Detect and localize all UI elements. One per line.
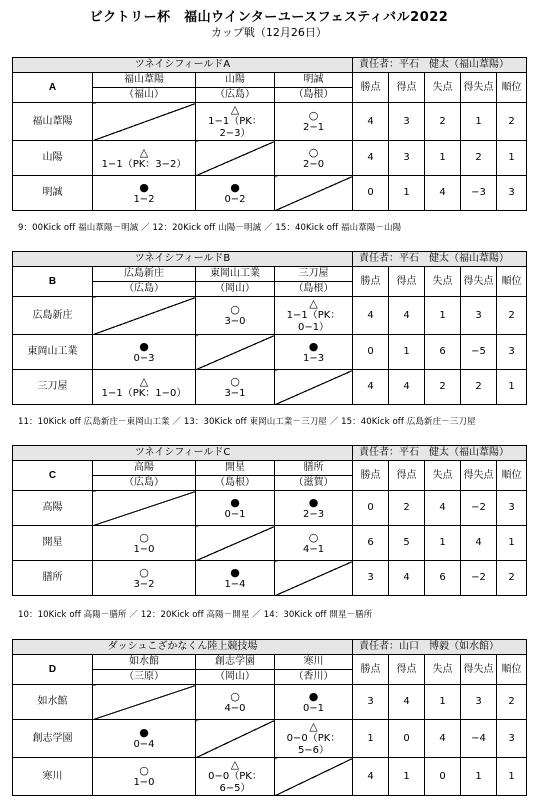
referee: 責任者：平石 健太（福山葦陽） [353, 58, 527, 73]
result-score: 2−1 [302, 122, 325, 133]
group-letter: C [13, 461, 93, 491]
group-b-block [12, 251, 526, 405]
result-cell [196, 370, 275, 405]
team-row [13, 526, 527, 561]
result-cell [93, 526, 196, 561]
result-mark: ○ [230, 689, 240, 703]
team-row [13, 685, 527, 720]
stat-value: 1 [425, 297, 461, 335]
stat-header: 順位 [497, 655, 527, 685]
column-team-pref: （広島） [196, 88, 275, 103]
stat-header: 得失点 [461, 461, 497, 491]
stat-value: 0 [353, 491, 389, 526]
column-team-pref: （島根） [275, 282, 353, 297]
field-name: ダッシュこざかなくん陸上競技場 [13, 640, 353, 655]
column-team-name: 膳所 [275, 461, 353, 476]
diagonal-cell [196, 141, 275, 176]
stat-value: 4 [425, 176, 461, 211]
result-cell [275, 526, 353, 561]
stat-value: 3 [497, 335, 527, 370]
column-team-name: 創志学園 [196, 655, 275, 670]
stat-header: 勝点 [353, 461, 389, 491]
column-team-name: 開星 [196, 461, 275, 476]
column-team-name: 広島新庄 [93, 267, 196, 282]
row-team-name: 開星 [13, 526, 93, 561]
result-score: 1−3 [302, 352, 325, 364]
result-cell [93, 141, 196, 176]
stat-value: 3 [461, 297, 497, 335]
stat-value: 1 [389, 335, 425, 370]
stat-value: 1 [425, 685, 461, 720]
result-cell [275, 685, 353, 720]
result-score: 0−4 [133, 739, 155, 750]
stat-value: 4 [389, 561, 425, 596]
team-row [13, 335, 527, 370]
team-row [13, 297, 527, 335]
stat-value: 2 [497, 685, 527, 720]
stat-value: 2 [461, 141, 497, 176]
result-cell [275, 297, 353, 335]
diagonal-cell [275, 370, 353, 405]
result-mark: △ [139, 374, 149, 388]
diagonal-cell [93, 297, 196, 335]
referee: 責任者：山口 博毅（如水館） [353, 640, 527, 655]
row-team-name: 福山葦陽 [13, 103, 93, 141]
stat-value: −4 [461, 720, 497, 758]
team-row [13, 758, 527, 796]
result-mark: ○ [308, 109, 319, 122]
result-cell [275, 103, 353, 141]
row-team-name: 寒川 [13, 758, 93, 796]
stat-value: 3 [497, 720, 527, 758]
stat-value: 3 [353, 561, 389, 596]
result-cell [196, 758, 275, 796]
diagonal-cell [93, 103, 196, 141]
result-mark: ● [139, 726, 149, 739]
result-mark: ● [230, 180, 240, 194]
group-a-block [12, 57, 526, 211]
diagonal-cell [275, 176, 353, 211]
stat-value: 3 [461, 685, 497, 720]
column-team-pref: （島根） [196, 476, 275, 491]
column-team-pref: （岡山） [196, 670, 275, 685]
stat-value: 2 [389, 491, 425, 526]
result-cell [196, 491, 275, 526]
field-name: ツネイシフィールドC [13, 446, 353, 461]
kickoff-schedule: 10：10Kick off 高陽－膳所 ／ 12：20Kick off 高陽－開星 ／ 14：30Kick off 開星－膳所 [18, 610, 373, 620]
stat-value: 5 [389, 526, 425, 561]
stat-value: 2 [497, 297, 527, 335]
kickoff-schedule: 11：10Kick off 広島新庄－東岡山工業 ／ 13：30Kick off 東岡山工業－三刀屋 ／ 15：40Kick off 広島新庄－三刀屋 [18, 417, 476, 427]
result-score: 1−1（PK：0−1） [286, 310, 341, 333]
column-team-name: 高陽 [93, 461, 196, 476]
result-score: 3−0 [224, 316, 246, 327]
stat-value: 2 [425, 103, 461, 141]
group-table [12, 639, 527, 796]
diagonal-cell [196, 526, 275, 561]
result-score: 0−3 [133, 352, 155, 364]
stat-value: 1 [497, 141, 527, 176]
row-team-name: 如水館 [13, 685, 93, 720]
row-team-name: 山陽 [13, 141, 93, 176]
stat-header: 得点 [389, 461, 425, 491]
result-score: 1−0 [133, 777, 155, 788]
result-score: 1−1（PK：3−2） [101, 158, 187, 170]
result-score: 0−0（PK：6−5） [208, 771, 262, 794]
result-mark: ○ [139, 530, 149, 544]
result-score: 2−3 [302, 508, 325, 520]
result-mark: △ [230, 103, 240, 116]
stat-value: 1 [461, 758, 497, 796]
column-team-pref: （香川） [275, 670, 353, 685]
result-cell [196, 297, 275, 335]
stat-value: 4 [353, 758, 389, 796]
row-team-name: 創志学園 [13, 720, 93, 758]
diagonal-cell [93, 685, 196, 720]
stat-header: 順位 [497, 267, 527, 297]
result-mark: ● [308, 689, 319, 703]
result-mark: ○ [230, 303, 240, 316]
diagonal-cell [196, 335, 275, 370]
stat-value: 1 [497, 758, 527, 796]
result-mark: ○ [308, 530, 319, 544]
diagonal-cell [93, 491, 196, 526]
stat-value: 4 [353, 297, 389, 335]
group-d-block [12, 639, 526, 796]
result-score: 0−0（PK：5−6） [286, 733, 341, 756]
stat-value: 1 [461, 103, 497, 141]
page-title: ビクトリー杯 福山ウインターユースフェスティバル2022 [89, 10, 449, 25]
stat-value: 4 [353, 370, 389, 405]
result-cell [196, 103, 275, 141]
stat-value: 4 [461, 526, 497, 561]
stat-value: 4 [353, 103, 389, 141]
kickoff-schedule: 9：00Kick off 福山葦陽－明誠 ／ 12：20Kick off 山陽－明誠 ／ 15：40Kick off 福山葦陽－山陽 [18, 223, 402, 233]
result-mark: ○ [308, 145, 319, 159]
result-cell [275, 491, 353, 526]
group-letter: A [13, 73, 93, 103]
row-team-name: 膳所 [13, 561, 93, 596]
team-row [13, 141, 527, 176]
result-score: 1−1（PK：2−3） [208, 116, 262, 139]
result-cell [93, 561, 196, 596]
stat-value: 0 [425, 758, 461, 796]
result-mark: △ [230, 758, 240, 771]
result-score: 4−1 [302, 543, 325, 555]
result-cell [196, 176, 275, 211]
stat-value: −2 [461, 491, 497, 526]
result-score: 1−0 [133, 543, 155, 555]
stat-value: 3 [497, 491, 527, 526]
column-team-pref: （三原） [93, 670, 196, 685]
field-name: ツネイシフィールドB [13, 252, 353, 267]
result-mark: ● [308, 339, 319, 353]
result-score: 3−2 [133, 578, 155, 590]
stat-value: 6 [425, 561, 461, 596]
group-letter: B [13, 267, 93, 297]
stat-header: 勝点 [353, 267, 389, 297]
result-score: 0−1 [224, 508, 246, 520]
stat-value: 2 [461, 370, 497, 405]
stat-value: 1 [389, 758, 425, 796]
result-cell [93, 758, 196, 796]
stat-value: 6 [425, 335, 461, 370]
row-team-name: 東岡山工業 [13, 335, 93, 370]
result-cell [93, 370, 196, 405]
stat-header: 失点 [425, 267, 461, 297]
result-mark: ○ [139, 764, 149, 777]
group-c-block [12, 445, 526, 596]
column-team-pref: （岡山） [196, 282, 275, 297]
stat-value: 0 [353, 335, 389, 370]
column-team-pref: （福山） [93, 88, 196, 103]
result-cell [196, 561, 275, 596]
group-table [12, 57, 527, 211]
result-score: 1−2 [133, 193, 155, 205]
result-cell [196, 685, 275, 720]
stat-header: 勝点 [353, 655, 389, 685]
column-team-name: 寒川 [275, 655, 353, 670]
stat-value: 4 [425, 491, 461, 526]
row-team-name: 広島新庄 [13, 297, 93, 335]
stat-value: 2 [497, 103, 527, 141]
result-score: 1−1（PK：1−0） [101, 387, 187, 399]
result-cell [275, 141, 353, 176]
stat-value: 6 [353, 526, 389, 561]
column-team-name: 明誠 [275, 73, 353, 88]
column-team-name: 三刀屋 [275, 267, 353, 282]
stat-value: 3 [353, 685, 389, 720]
field-name: ツネイシフィールドA [13, 58, 353, 73]
stat-header: 得失点 [461, 655, 497, 685]
stat-value: 4 [353, 141, 389, 176]
stat-value: 0 [389, 720, 425, 758]
stat-value: −3 [461, 176, 497, 211]
row-team-name: 高陽 [13, 491, 93, 526]
stat-value: 2 [497, 561, 527, 596]
stat-header: 得点 [389, 73, 425, 103]
stat-value: −5 [461, 335, 497, 370]
stat-value: 1 [497, 370, 527, 405]
result-mark: ○ [230, 374, 240, 388]
diagonal-cell [275, 758, 353, 796]
stat-value: 1 [425, 141, 461, 176]
referee: 責任者：平石 健太（福山葦陽） [353, 252, 527, 267]
referee: 責任者：平石 健太（福山葦陽） [353, 446, 527, 461]
group-letter: D [13, 655, 93, 685]
result-mark: △ [309, 720, 318, 733]
result-cell [93, 176, 196, 211]
team-row [13, 370, 527, 405]
stat-header: 得点 [389, 655, 425, 685]
result-mark: △ [139, 145, 149, 159]
stat-header: 順位 [497, 461, 527, 491]
stat-value: 4 [389, 370, 425, 405]
stat-value: 3 [389, 103, 425, 141]
stat-header: 勝点 [353, 73, 389, 103]
stat-value: 0 [353, 176, 389, 211]
stat-header: 失点 [425, 655, 461, 685]
result-mark: ● [308, 495, 319, 509]
result-mark: △ [309, 297, 318, 310]
result-score: 2−0 [302, 158, 325, 170]
result-cell [275, 720, 353, 758]
column-team-name: 福山葦陽 [93, 73, 196, 88]
result-score: 4−0 [224, 702, 246, 714]
column-team-pref: （島根） [275, 88, 353, 103]
group-table [12, 445, 527, 596]
page-subtitle: カップ戦（12月26日） [211, 26, 327, 39]
column-team-name: 如水館 [93, 655, 196, 670]
stat-value: 4 [389, 685, 425, 720]
team-row [13, 561, 527, 596]
result-mark: ● [139, 339, 149, 353]
team-row [13, 176, 527, 211]
group-table [12, 251, 527, 405]
result-score: 0−1 [302, 702, 325, 714]
stat-header: 順位 [497, 73, 527, 103]
team-row [13, 491, 527, 526]
row-team-name: 三刀屋 [13, 370, 93, 405]
result-mark: ○ [139, 565, 149, 579]
stat-header: 得失点 [461, 267, 497, 297]
stat-header: 失点 [425, 73, 461, 103]
stat-value: 1 [497, 526, 527, 561]
column-team-name: 東岡山工業 [196, 267, 275, 282]
stat-header: 得点 [389, 267, 425, 297]
result-mark: ● [139, 180, 149, 194]
stat-header: 失点 [425, 461, 461, 491]
stat-value: 1 [353, 720, 389, 758]
column-team-name: 山陽 [196, 73, 275, 88]
stat-value: 4 [389, 297, 425, 335]
result-cell [93, 720, 196, 758]
stat-header: 得失点 [461, 73, 497, 103]
stat-value: 3 [389, 141, 425, 176]
result-score: 1−4 [224, 578, 246, 590]
row-team-name: 明誠 [13, 176, 93, 211]
column-team-pref: （広島） [93, 282, 196, 297]
result-mark: ● [230, 565, 240, 579]
stat-value: 3 [497, 176, 527, 211]
stat-value: 2 [425, 370, 461, 405]
stat-value: 1 [389, 176, 425, 211]
stat-value: −2 [461, 561, 497, 596]
diagonal-cell [196, 720, 275, 758]
result-score: 0−2 [224, 193, 246, 205]
column-team-pref: （滋賀） [275, 476, 353, 491]
result-score: 3−1 [224, 387, 246, 399]
result-cell [275, 335, 353, 370]
result-cell [93, 335, 196, 370]
result-mark: ● [230, 495, 240, 509]
team-row [13, 103, 527, 141]
stat-value: 4 [425, 720, 461, 758]
column-team-pref: （広島） [93, 476, 196, 491]
diagonal-cell [275, 561, 353, 596]
team-row [13, 720, 527, 758]
stat-value: 1 [425, 526, 461, 561]
